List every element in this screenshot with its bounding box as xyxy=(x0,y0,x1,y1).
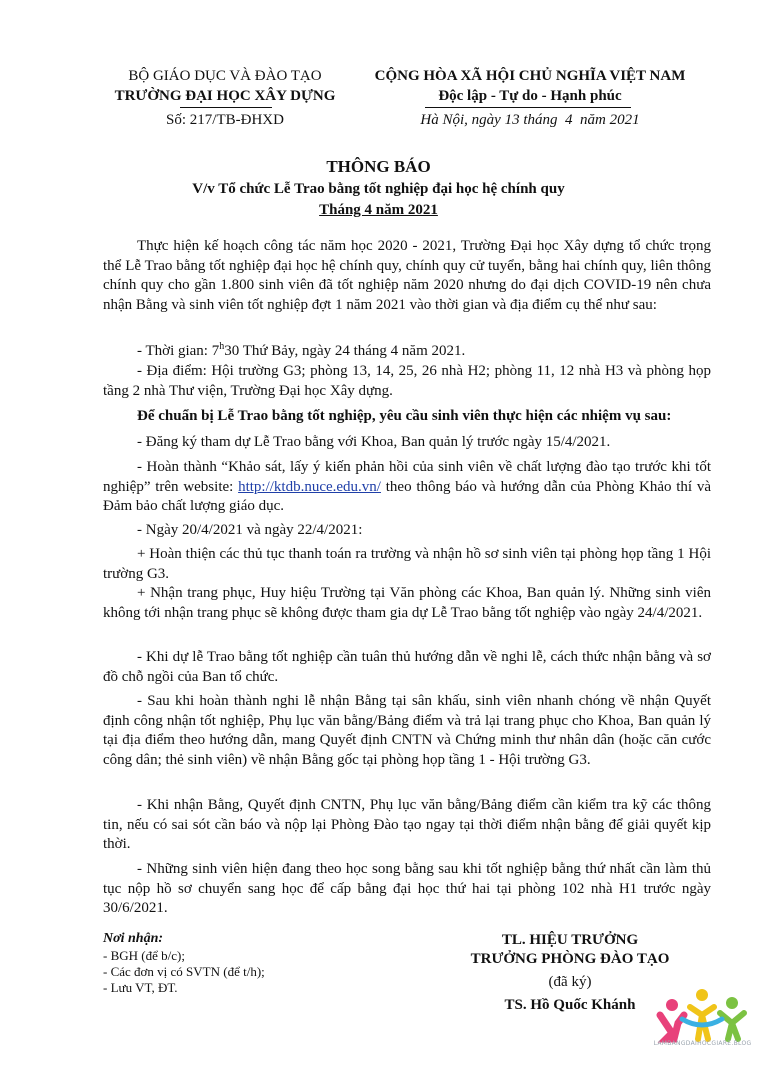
notice-subject: V/v Tổ chức Lễ Trao bằng tốt nghiệp đại học hệ chính quy xyxy=(192,181,565,197)
time-suffix: 30 Thứ Bảy, ngày 24 tháng 4 năm 2021. xyxy=(224,343,466,359)
plus-item-1: + Hoàn thiện các thủ tục thanh toán ra trường và nhận hồ sơ sinh viên tại phòng họp tầng 1 Hội trường G3. xyxy=(103,546,711,582)
survey-paragraph xyxy=(103,458,711,517)
location-paragraph: - Địa điểm: Hội trường G3; phòng 13, 14, 25, 26 nhà H2; phòng 11, 12 nhà H3 và phòng họp tầng 2 nhà Thư viện, Trường Đại học Xây dựng. xyxy=(103,363,711,399)
watermark-text: LAMBANGDAIHOCGIARE.BLOG xyxy=(653,1040,752,1047)
header-right-underline xyxy=(425,107,631,108)
survey-prefix: - Hoàn thành “Khảo sát, lấy ý kiến phản hồi của sinh viên về chất lượng đào tạo trước khi tốt nghiệp” trên website: xyxy=(103,459,711,495)
plus-item-2: + Nhận trang phục, Huy hiệu Trường tại Văn phòng các Khoa, Ban quản lý. Những sinh viên không tới nhận trang phục sẽ không được tham gia dự Lễ Trao bằng tốt nghiệp vào ngày 24/4/2021. xyxy=(103,585,711,621)
notice-title xyxy=(0,156,757,178)
requirements-heading: Để chuẩn bị Lễ Trao bằng tốt nghiệp, yêu cầu sinh viên thực hiện các nhiệm vụ sau: xyxy=(137,408,672,424)
etiquette-paragraph: - Khi dự lễ Trao bằng tốt nghiệp cần tuân thủ hướng dẫn về nghi lễ, cách thức nhận bằng và sơ đồ chỗ ngồi của Ban tổ chức. xyxy=(103,649,711,685)
recipient-item: - Các đơn vị có SVTN (để t/h); xyxy=(103,964,265,979)
dates-paragraph: - Ngày 20/4/2021 và ngày 22/4/2021: xyxy=(137,522,363,538)
header-left-underline xyxy=(180,107,272,108)
recipient-item: - BGH (để b/c); xyxy=(103,948,185,963)
time-prefix: - Thời gian: 7 xyxy=(137,343,220,359)
people-figures-icon xyxy=(660,989,744,1039)
document-number: Số: 217/TB-ĐHXD xyxy=(166,112,284,128)
time-superscript: h xyxy=(219,341,225,352)
title-main: THÔNG BÁO xyxy=(326,157,431,176)
national-motto: Độc lập - Tự do - Hạnh phúc xyxy=(438,88,622,104)
signature-title-1: TL. HIỆU TRƯỞNG xyxy=(501,932,639,948)
survey-suffix: theo thông báo và hướng dẫn của Phòng Khảo thí và Đảm bảo chất lượng giáo dục. xyxy=(103,478,712,514)
nation-name: CỘNG HÒA XÃ HỘI CHỦ NGHĨA VIỆT NAM xyxy=(374,68,686,84)
signature-title-2: TRƯỞNG PHÒNG ĐÀO TẠO xyxy=(470,951,670,967)
notice-period-wrap xyxy=(0,201,757,220)
time-paragraph xyxy=(103,337,711,362)
check-documents-paragraph: - Khi nhận Bằng, Quyết định CNTN, Phụ lục văn bằng/Bảng điểm cần kiểm tra kỹ các thông tin, nếu có sai sót cần báo và nộp lại Phòng Đào tạo ngay tại thời điểm nhận bằng để giải quyết kịp thời. xyxy=(103,797,711,852)
signed-note: (đã ký) xyxy=(548,974,592,990)
second-degree-paragraph: - Những sinh viên hiện đang theo học song bằng sau khi tốt nghiệp bằng thứ nhất cần làm thủ tục nộp hồ sơ chuyển sang học để cấp bằng đại học thứ hai tại phòng 102 nhà H1 trước ngày 30/6/2021. xyxy=(103,861,711,916)
notice-period: Tháng 4 năm 2021 xyxy=(319,202,438,218)
after-ceremony-paragraph: - Sau khi hoàn thành nghi lễ nhận Bằng tại sân khấu, sinh viên nhanh chóng về nhận Quyết định công nhận tốt nghiệp, Phụ lục văn bằng/Bảng điểm và trả lại trang phục cho Khoa, Ban quản lý tại địa điểm theo hướng dẫn, mang Quyết định CNTN và Chứng minh thư nhân dân (hoặc căn cước công dân; thẻ sinh viên) về nhận Bằng gốc tại phòng họp tầng 1 - Hội trường G3. xyxy=(103,693,711,768)
intro-paragraph: Thực hiện kế hoạch công tác năm học 2020 - 2021, Trường Đại học Xây dựng tổ chức trọng thể Lễ Trao bằng tốt nghiệp đại học hệ chính quy, chính quy cử tuyển, bằng hai chính quy, liên thông chính quy cho gần 1.800 sinh viên đã tốt nghiệp năm 2020 nhưng do đại dịch COVID-19 nên chưa nhận Bằng và sinh viên tốt nghiệp đợt 1 năm 2021 vào thời gian và địa điểm cụ thể như sau: xyxy=(103,238,711,313)
survey-link[interactable]: http://ktdb.nuce.edu.vn/ xyxy=(238,478,381,495)
place-date: Hà Nội, ngày 13 tháng 4 năm 2021 xyxy=(420,112,640,128)
recipients-heading: Nơi nhận: xyxy=(103,931,164,946)
ministry-name: BỘ GIÁO DỤC VÀ ĐÀO TẠO xyxy=(128,68,322,84)
watermark-logo xyxy=(652,985,752,1043)
register-paragraph: - Đăng ký tham dự Lễ Trao bằng với Khoa, Ban quản lý trước ngày 15/4/2021. xyxy=(137,434,611,450)
header-right xyxy=(350,66,710,130)
school-name: TRƯỜNG ĐẠI HỌC XÂY DỰNG xyxy=(114,88,336,104)
header-left xyxy=(95,66,355,130)
recipient-item: - Lưu VT, ĐT. xyxy=(103,980,178,995)
signer-name: TS. Hồ Quốc Khánh xyxy=(504,997,636,1013)
